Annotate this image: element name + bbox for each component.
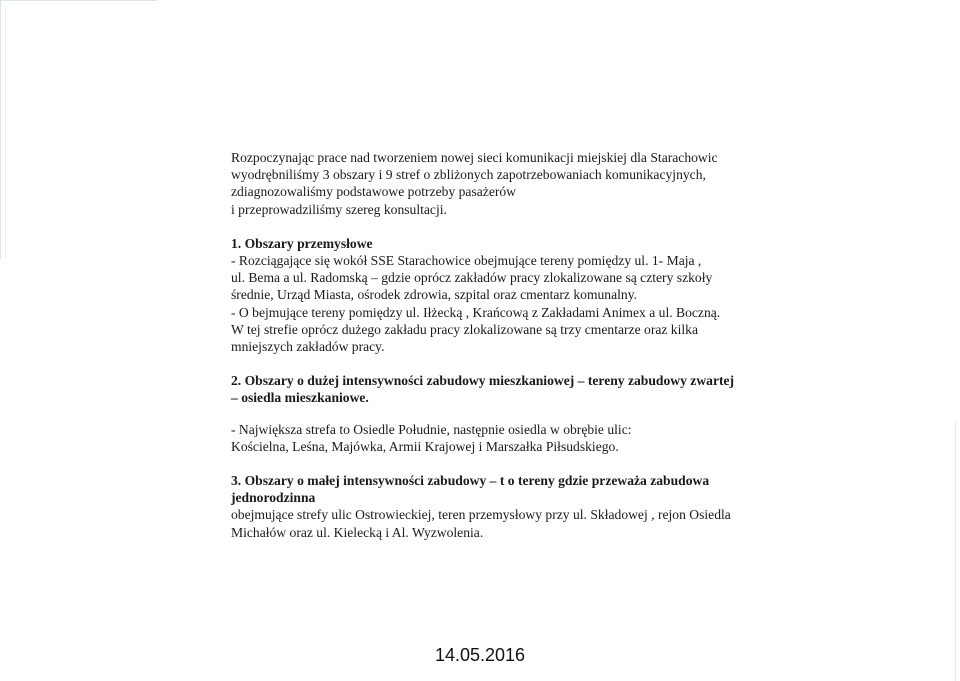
intro-line: i przeprowadziliśmy szereg konsultacji. bbox=[231, 201, 447, 217]
section-heading: 2. Obszary o dużej intensywności zabudowy mieszkaniowej – tereny zabudowy zwartej bbox=[231, 373, 735, 389]
page-corner-decoration bbox=[0, 0, 157, 259]
section-heading: jednorodzinna bbox=[231, 490, 316, 506]
intro-line: Rozpoczynając prace nad tworzeniem nowej sieci komunikacji miejskiej dla Starachowic bbox=[231, 150, 718, 165]
section-heading: 3. Obszary o małej intensywności zabudowy – t o tereny gdzie przeważa zabudowa bbox=[231, 473, 710, 489]
section-line: Michałów oraz ul. Kielecką i Al. Wyzwolenia. bbox=[231, 524, 484, 540]
intro-paragraph bbox=[231, 149, 791, 218]
document-body bbox=[231, 149, 791, 558]
section-line: - Rozciągające się wokół SSE Starachowice obejmujące tereny pomiędzy ul. 1- Maja , bbox=[231, 253, 702, 269]
section-line: mniejszych zakładów pracy. bbox=[231, 339, 385, 355]
section-line: ul. Bema a ul. Radomską – gdzie oprócz zakładów pracy zlokalizowane są cztery szkoły bbox=[231, 270, 713, 286]
page-edge-decoration bbox=[955, 421, 960, 681]
section-line: Kościelna, Leśna, Majówka, Armii Krajowej i Marszałka Piłsudskiego. bbox=[231, 438, 619, 454]
section-industrial-areas bbox=[231, 235, 791, 355]
section-line: W tej strefie oprócz dużego zakładu pracy zlokalizowane są trzy cmentarze oraz kilka bbox=[231, 321, 698, 337]
section-line: średnie, Urząd Miasta, ośrodek zdrowia, szpital oraz cmentarz komunalny. bbox=[231, 287, 638, 303]
section-dense-housing bbox=[231, 372, 791, 455]
section-line: - O bejmujące tereny pomiędzy ul. Iłżecką , Krańcową z Zakładami Animex a ul. Boczną. bbox=[231, 304, 721, 320]
section-heading: 1. Obszary przemysłowe bbox=[231, 235, 373, 251]
document-date: 14.05.2016 bbox=[434, 645, 526, 665]
intro-line: wyodrębniliśmy 3 obszary i 9 stref o zbliżonych zapotrzebowaniach komunikacyjnych, bbox=[231, 167, 706, 183]
section-low-density bbox=[231, 472, 791, 541]
section-line: - Największa strefa to Osiedle Południe, następnie osiedla w obrębie ulic: bbox=[231, 421, 632, 437]
intro-line: zdiagnozowaliśmy podstawowe potrzeby pasażerów bbox=[231, 184, 516, 200]
section-line: obejmujące strefy ulic Ostrowieckiej, teren przemysłowy przy ul. Składowej , rejon Osiedla bbox=[231, 507, 731, 523]
section-heading: – osiedla mieszkaniowe. bbox=[231, 390, 369, 406]
